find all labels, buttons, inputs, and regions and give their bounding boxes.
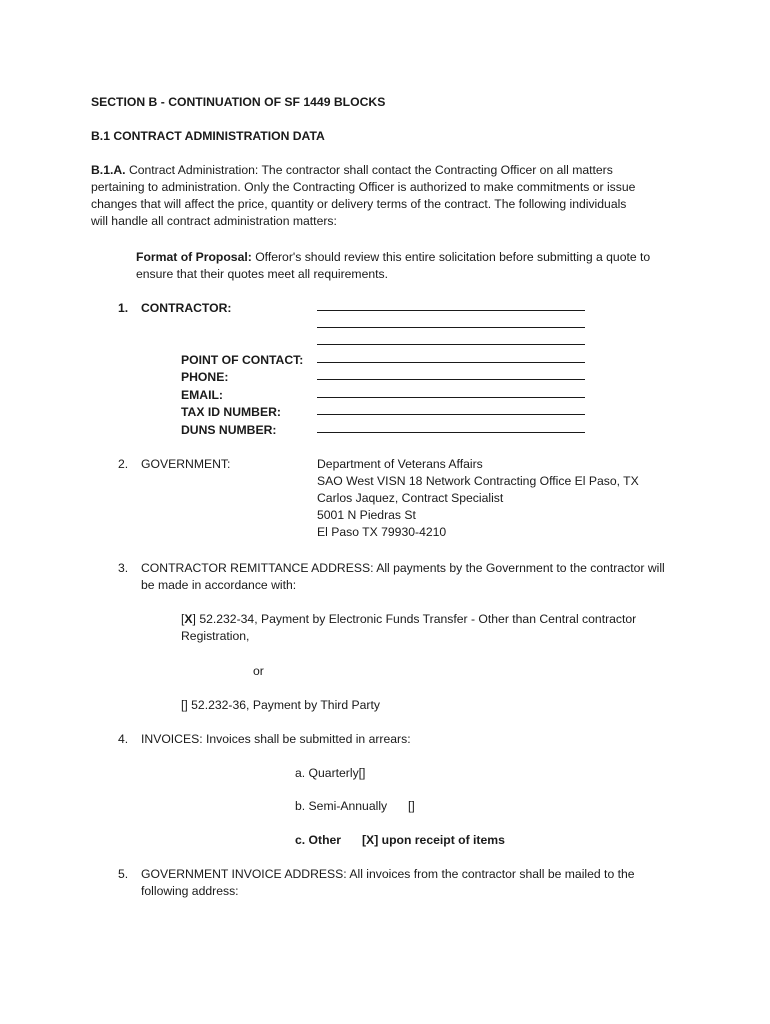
duns-line[interactable] — [317, 424, 585, 441]
gov-address-1: Department of Veterans Affairs — [317, 457, 483, 471]
item3-line-1: CONTRACTOR REMITTANCE ADDRESS: All payments by the Government to the contractor will — [141, 561, 665, 575]
gov-address-3: Carlos Jaquez, Contract Specialist — [317, 491, 504, 505]
b1a-line-2: pertaining to administration. Only the Contracting Officer is authorized to make commitments or issue — [91, 180, 636, 194]
section-title: SECTION B - CONTINUATION OF SF 1449 BLOCKS — [91, 95, 386, 109]
item5-line-2: following address: — [141, 884, 239, 898]
poc-label: POINT OF CONTACT: — [181, 353, 304, 367]
item1-number: 1. — [118, 301, 129, 315]
item5-number: 5. — [118, 867, 129, 881]
or-text: or — [253, 664, 264, 678]
option1-text: 52.232-34, Payment by Electronic Funds Transfer - Other than Central contractor — [199, 612, 637, 626]
invoice-other-label: c. Other — [295, 833, 342, 847]
contractor-line-2[interactable] — [317, 319, 585, 336]
option1-line-2: Registration, — [181, 629, 250, 643]
item3-line-2: be made in accordance with: — [141, 578, 297, 592]
duns-label: DUNS NUMBER: — [181, 423, 277, 437]
item3-number: 3. — [118, 561, 129, 575]
item1-label: CONTRACTOR: — [141, 301, 232, 315]
poc-line[interactable] — [317, 354, 585, 371]
b1a-label: B.1.A. — [91, 163, 126, 177]
option1-line-1: [X] 52.232-34, Payment by Electronic Funds Transfer - Other than Central contractor — [181, 612, 637, 626]
item2-number: 2. — [118, 457, 129, 471]
contractor-line-3[interactable] — [317, 336, 585, 353]
gov-address-5: El Paso TX 79930-4210 — [317, 525, 447, 539]
item5-line-1: GOVERNMENT INVOICE ADDRESS: All invoices from the contractor shall be mailed to the — [141, 867, 635, 881]
b1a-line-1 — [91, 162, 613, 179]
taxid-line[interactable] — [317, 406, 585, 423]
option1-checkbox[interactable]: X — [184, 612, 193, 626]
phone-line[interactable] — [317, 371, 585, 388]
b1a-line-4: will handle all contract administration matters: — [91, 214, 337, 228]
b1a-text-1: Contract Administration: The contractor shall contact the Contracting Officer on all matters — [128, 163, 613, 177]
format-label: Format of Proposal: — [136, 250, 252, 264]
invoice-semiannually-checkbox[interactable]: [] — [408, 799, 415, 813]
email-label: EMAIL: — [181, 388, 223, 402]
taxid-label: TAX ID NUMBER: — [181, 405, 281, 419]
invoice-other-value[interactable]: [X] upon receipt of items — [362, 833, 505, 847]
option2-line[interactable]: [] 52.232-36, Payment by Third Party — [181, 698, 380, 712]
gov-address-4: 5001 N Piedras St — [317, 508, 416, 522]
item4-number: 4. — [118, 732, 129, 746]
gov-address-2: SAO West VISN 18 Network Contracting Office El Paso, TX — [317, 474, 639, 488]
email-line[interactable] — [317, 389, 585, 406]
format-line-2: ensure that their quotes meet all requirements. — [136, 267, 389, 281]
invoice-quarterly[interactable]: a. Quarterly[] — [295, 766, 366, 780]
format-line-1 — [136, 249, 650, 266]
format-text-1: Offeror's should review this entire solicitation before submitting a quote to — [255, 250, 651, 264]
phone-label: PHONE: — [181, 370, 229, 384]
contractor-line-1[interactable] — [317, 302, 585, 319]
item4-line: INVOICES: Invoices shall be submitted in arrears: — [141, 732, 411, 746]
b1a-line-3: changes that will affect the price, quantity or delivery terms of the contract. The following individuals — [91, 197, 627, 211]
invoice-semiannually-label: b. Semi-Annually — [295, 799, 388, 813]
b1-title: B.1 CONTRACT ADMINISTRATION DATA — [91, 129, 325, 143]
item2-label: GOVERNMENT: — [141, 457, 231, 471]
